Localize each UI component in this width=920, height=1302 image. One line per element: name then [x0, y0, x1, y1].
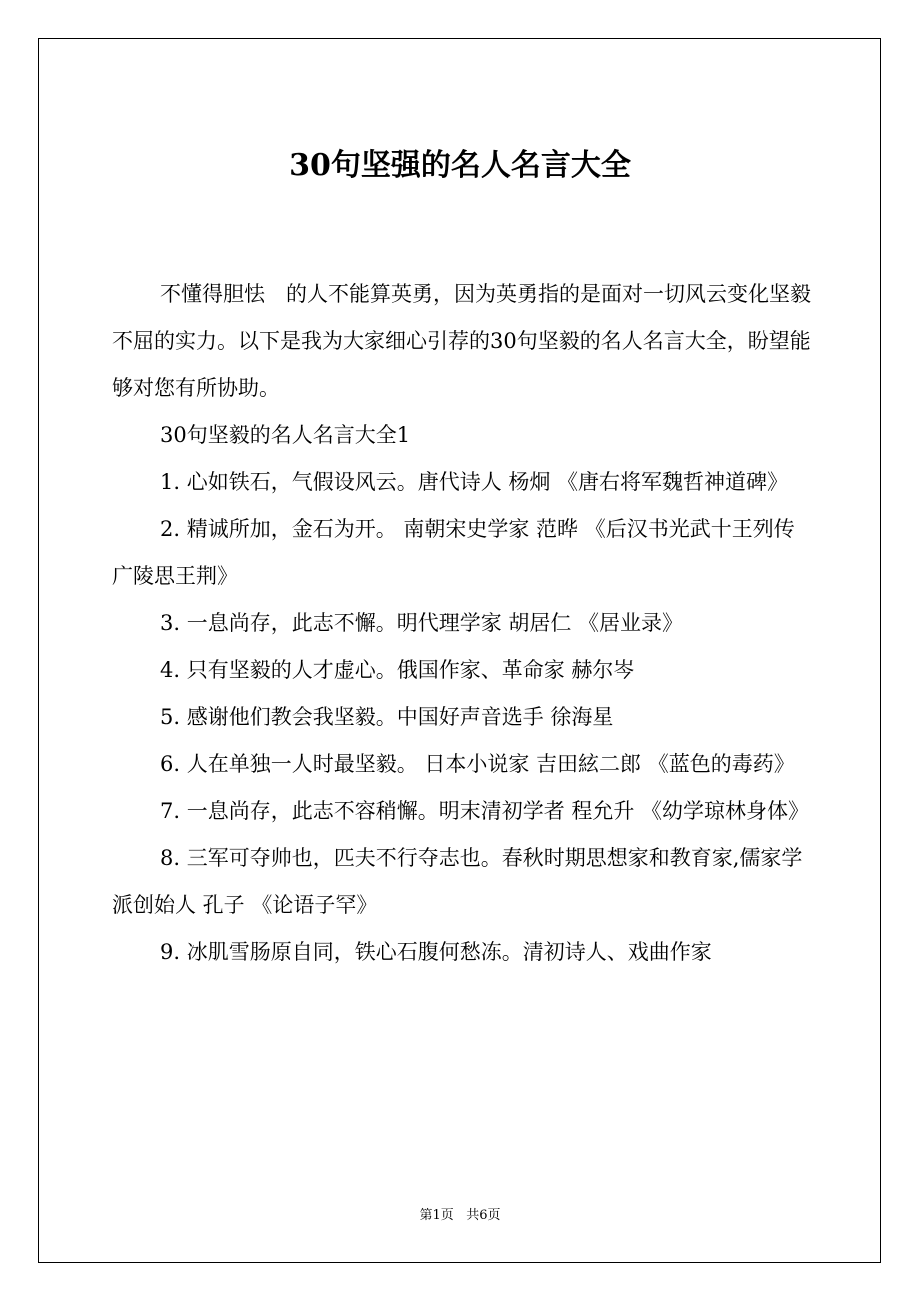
page-number: 第1页 — [419, 1208, 454, 1223]
quote-item: 8. 三军可夺帅也，匹夫不行夺志也。春秋时期思想家和教育家,儒家学派创始人 孔子 《论语子罕》 — [112, 846, 803, 917]
quote-item: 6. 人在单独一人时最坚毅。 日本小说家 吉田絃二郎 《蓝色的毒药》 — [160, 752, 795, 776]
quote-item: 5. 感谢他们教会我坚毅。中国好声音选手 徐海星 — [160, 705, 614, 729]
quote-item: 9. 冰肌雪肠原自同，铁心石腹何愁冻。清初诗人、戏曲作家 — [160, 940, 712, 964]
quote-item: 7. 一息尚存，此志不容稍懈。明末清初学者 程允升 《幼学琼林身体》 — [160, 799, 810, 823]
document-title: 30句坚强的名人名言大全 — [289, 148, 631, 183]
intro-paragraph: 不懂得胆怯 的人不能算英勇，因为英勇指的是面对一切风云变化坚毅不屈的实力。以下是我为大家细心引荐的30句坚毅的名人名言大全，盼望能够对您有所协助。 — [112, 282, 811, 400]
quote-item: 2. 精诚所加，金石为开。 南朝宋史学家 范晔 《后汉书光武十王列传广陵思王荆》 — [112, 517, 795, 588]
quote-item: 1. 心如铁石，气假设风云。唐代诗人 杨炯 《唐右将军魏哲神道碑》 — [160, 470, 789, 494]
section-heading: 30句坚毅的名人名言大全1 — [160, 423, 411, 447]
page-footer — [0, 1206, 920, 1226]
quote-item: 3. 一息尚存，此志不懈。明代理学家 胡居仁 《居业录》 — [160, 611, 684, 635]
document-body — [112, 271, 812, 976]
quote-item: 4. 只有坚毅的人才虚心。俄国作家、革命家 赫尔岑 — [160, 658, 635, 682]
page-total: 共6页 — [466, 1208, 501, 1223]
